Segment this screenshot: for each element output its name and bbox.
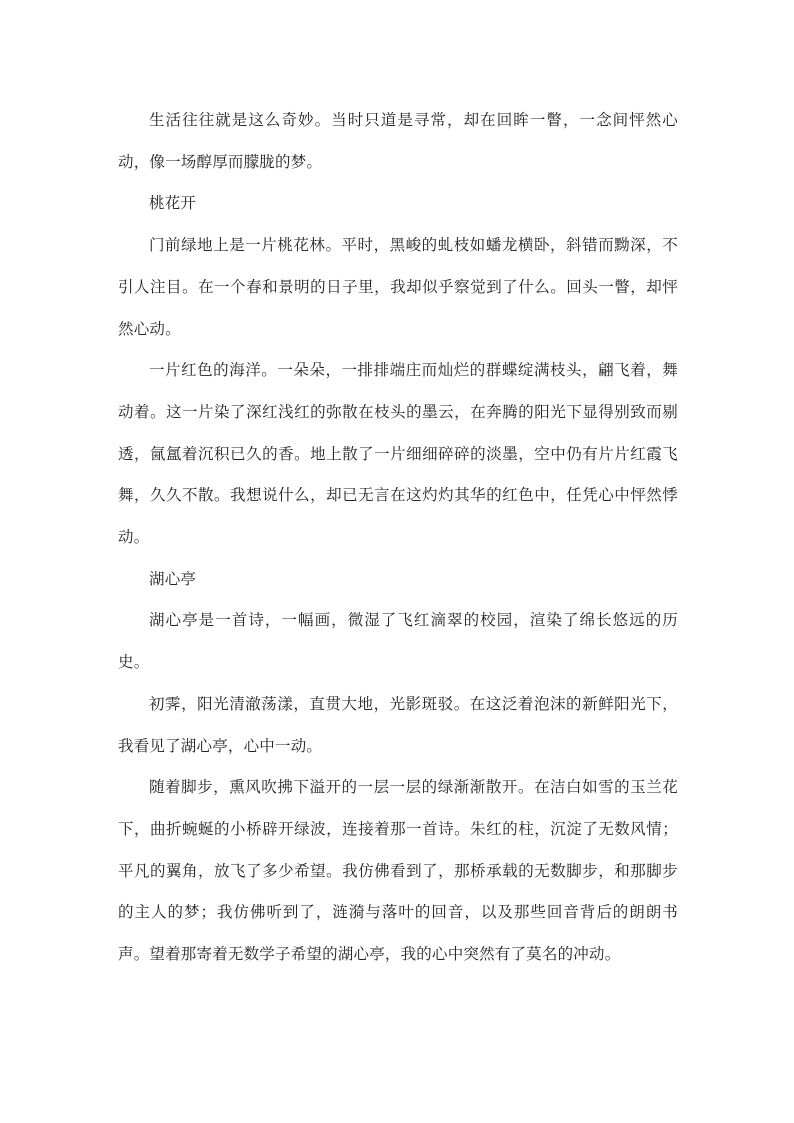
paragraph-intro: 生活往往就是这么奇妙。当时只道是寻常，却在回眸一瞥，一念间怦然心动，像一场醇厚而朦胧的梦。 bbox=[118, 111, 678, 171]
paragraph-peach-grove: 门前绿地上是一片桃花林。平时，黑峻的虬枝如蟠龙横卧，斜错而黝深，不引人注目。在一个春和景明的日子里，我却似乎察觉到了什么。回头一瞥，却怦然心动。 bbox=[118, 236, 678, 338]
paragraph-red-sea: 一片红色的海洋。一朵朵，一排排端庄而灿烂的群蝶绽满枝头，翩飞着，舞动着。这一片染了深红浅红的弥散在枝头的墨云，在奔腾的阳光下显得别致而剔透，氤氲着沉积已久的香。地上散了一片细细碎碎的淡墨，空中仍有片片红霞飞舞，久久不散。我想说什么，却已无言在这灼灼其华的红色中，任凭心中怦然悸动。 bbox=[118, 361, 678, 547]
paragraph-pavilion-poem: 湖心亭是一首诗，一幅画，微湿了飞红滴翠的校园，渲染了绵长悠远的历史。 bbox=[118, 611, 678, 672]
section-heading-lake-pavilion: 湖心亭 bbox=[149, 569, 197, 588]
document-body bbox=[118, 100, 678, 976]
paragraph-footsteps: 随着脚步，熏风吹拂下溢开的一层一层的绿渐渐散开。在洁白如雪的玉兰花下，曲折蜿蜒的小桥辟开绿波，连接着那一首诗。朱红的柱，沉淀了无数风情；平凡的翼角，放飞了多少希望。我仿佛看到了，那桥承载的无数脚步，和那脚步的主人的梦；我仿佛听到了，涟漪与落叶的回音，以及那些回音背后的朗朗书声。望着那寄着无数学子希望的湖心亭，我的心中突然有了莫名的冲动。 bbox=[118, 778, 678, 964]
paragraph-sunlight: 初霁，阳光清澈荡漾，直贯大地，光影斑驳。在这泛着泡沫的新鲜阳光下，我看见了湖心亭，心中一动。 bbox=[118, 694, 678, 755]
section-heading-peach-blossom: 桃花开 bbox=[149, 194, 197, 213]
